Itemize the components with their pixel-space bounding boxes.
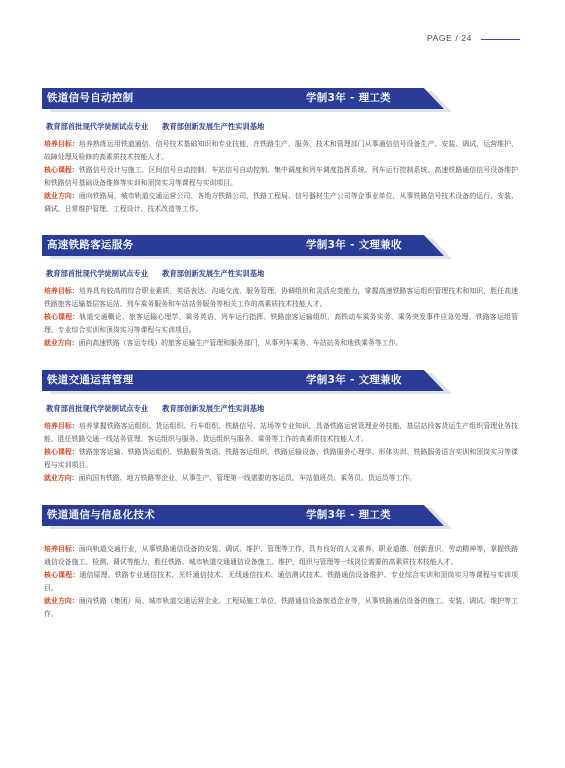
core-courses: 核心课程：轨道交通概论、旅客运输心理学、乘务英语、列车运行指挥、铁路旅客运输组织、高铁动车乘务实务、乘务突发事件应急处理、铁路客运组管理、专业综合实训和顶岗实习等课程与实训项目。: [44, 313, 518, 334]
program-description: [44, 285, 518, 350]
program-section-signal-control: [44, 88, 518, 216]
program-section-operation-management: [44, 370, 518, 485]
page-number-rule: [481, 39, 520, 40]
program-name: 高速铁路客运服务: [47, 239, 134, 251]
program-tag: 教育部首批现代学徒制试点专业: [46, 404, 149, 413]
training-goal: 培养目标：培养掌握铁路客运组织、货运组织、行车组织、铁路信号、站场等专业知识，具备铁路运营管理业务技能，基层站段客货运生产组织管理业务技能，胜任铁路交通一线站务管理、客运组织与服务、货运组织与服务、乘务等工作的高素质技术技能人才。: [44, 422, 518, 443]
program-duration: 学制3年 - 理工类: [306, 509, 391, 521]
career-direction: 就业方向：面向国有铁路、地方铁路等企业，从事生产、管理第一线需要的客运员、车站值班员、乘务员、货运员等工作。: [44, 474, 417, 482]
program-name: 铁道信号自动控制: [47, 92, 134, 104]
program-name: 铁道交通运营管理: [47, 374, 134, 386]
program-description: [44, 138, 518, 216]
training-goal: 培养目标：培养具有较高的综合职业素质、英语表达、沟通交流、服务管理、协调组织和灵活应变能力，掌握高速铁路客运组织管理技术和知识，胜任高速铁路旅客运输基层客运站、列车乘务服务和车站站务服务等相关工作的高素质技术技能人才。: [44, 287, 518, 308]
program-section-high-speed-service: [44, 235, 518, 350]
program-title-bar: [44, 370, 518, 391]
program-title-bar: [44, 235, 518, 256]
training-goal: 培养目标：培养熟练运用铁道通信、信号技术基础知识和专业技能，在铁路生产、服务、技术和管理部门从事通信信号设备生产、安装、调试、运营维护、故障处理及检修的高素质技术技能人才。: [44, 140, 518, 161]
program-tag: 教育部创新发展生产性实训基地: [162, 269, 265, 278]
program-tag: 教育部创新发展生产性实训基地: [162, 122, 265, 131]
core-courses: 核心课程：铁路旅客运输、铁路货运组织、铁路服务英语、铁路客运组织、铁路运输设备、铁路服务心理学、形体实训、铁路服务语言实训和顶岗实习等课程与实训项目。: [44, 448, 518, 469]
core-courses: 核心课程：铁路信号设计与施工、区间信号自动控制、车站信号自动控制、集中调度和列车调度指挥系统、列车运行控制系统、高速铁路通信信号设备维护和铁路信号基础设备维修等实训和顶岗实习等课程与实训项目。: [44, 166, 518, 187]
program-duration: 学制3年 - 文理兼收: [306, 374, 402, 386]
program-name: 铁道通信与信息化技术: [47, 509, 155, 521]
program-duration: 学制3年 - 理工类: [306, 92, 391, 104]
career-direction: 就业方向：面向高速铁路（客运专线）的旅客运输生产管理和服务部门，从事列车乘务、车站站务和地铁乘务等工作。: [44, 339, 403, 347]
program-description: [44, 543, 518, 621]
page-number: PAGE / 24: [427, 33, 472, 43]
program-tag: 教育部首批现代学徒制试点专业: [46, 269, 149, 278]
program-section-communication-info: [44, 505, 518, 621]
program-title-bar: [44, 505, 518, 526]
core-courses: 核心课程：通信原理、铁路专业通信技术、光纤通信技术、无线通信技术、通信测试技术、铁路通信设备维护、专业综合实训和顶岗实习等课程与实训项目。: [44, 571, 518, 592]
training-goal: 培养目标：面向轨道交通行业，从事铁路通信设备的安装、调试、维护、管理等工作，具有良好的人文素养、职业道德、创新意识、劳动精神等，掌握铁路通信设备施工、检测、调试等能力，胜任铁路、城市轨道交通通信设备施工、维护，组织与管理等一线岗位需要的高素质技术技能人才。: [44, 545, 518, 566]
program-tags: [44, 269, 518, 279]
career-direction: 就业方向：面向铁路局、城市轨道交通运营公司、各地方铁路公司、铁路工程局、信号器材生产公司等企事业单位，从事铁路信号技术设备的运行、安装、调试、日常维护管理、工程设计、技术改造等工作。: [44, 192, 518, 213]
program-tag: 教育部创新发展生产性实训基地: [162, 404, 265, 413]
program-title-bar: [44, 88, 518, 109]
program-description: [44, 420, 518, 485]
career-direction: 就业方向：面向铁路（集团）局、城市轨道交通运营企业、工程局施工单位、铁路通信设备制造企业等，从事铁路通信设备的施工、安装、调试、维护等工作。: [44, 597, 518, 618]
program-tags: [44, 404, 518, 414]
program-tag: 教育部首批现代学徒制试点专业: [46, 122, 149, 131]
program-tags: [44, 122, 518, 132]
program-duration: 学制3年 - 文理兼收: [306, 239, 402, 251]
